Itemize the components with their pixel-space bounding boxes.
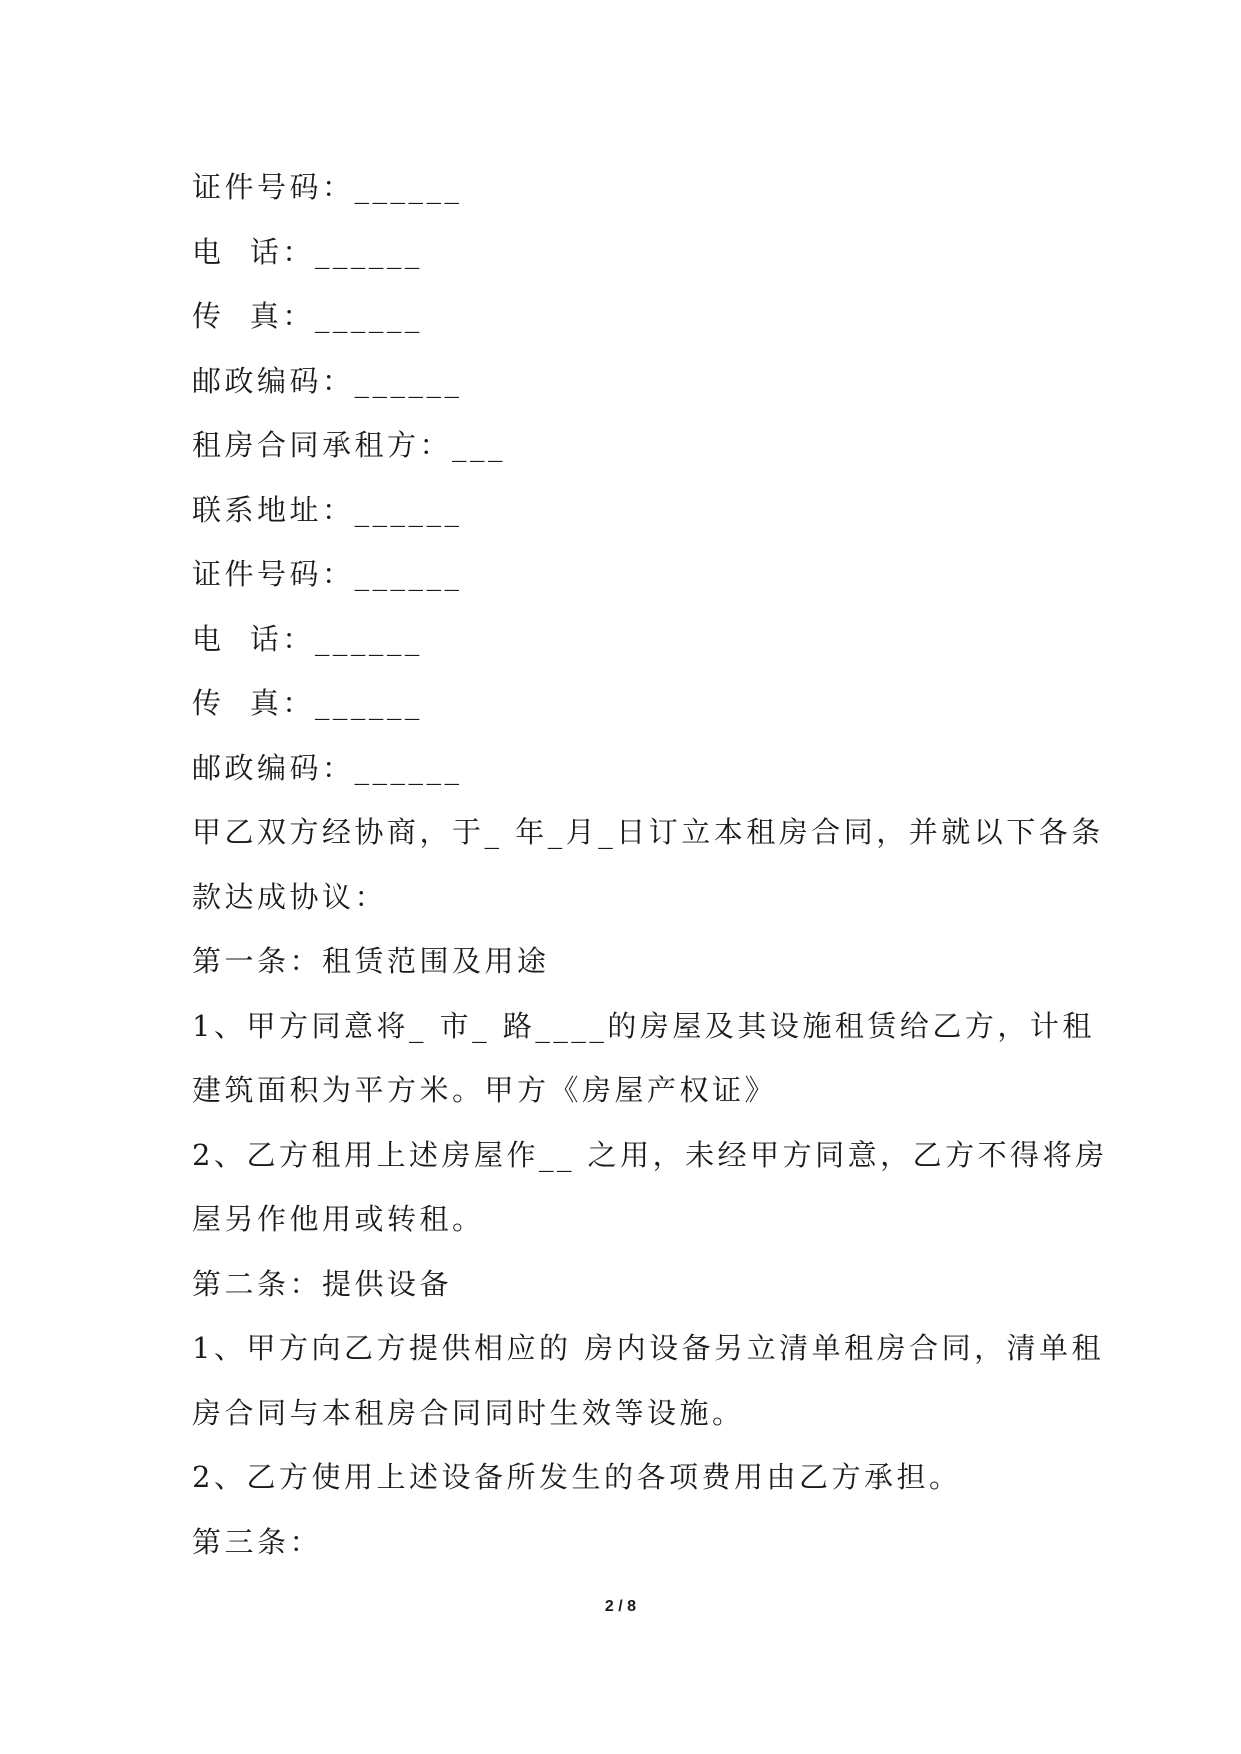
text-line: 邮政编码：______ <box>192 750 463 785</box>
text-line: 款达成协议： <box>192 879 388 914</box>
text-line: 2、乙方租用上述房屋作__ 之用，未经甲方同意，乙方不得将房 <box>192 1137 1108 1172</box>
text-line: 电 话：______ <box>192 234 423 269</box>
text-line: 1、甲方同意将_ 市_ 路____的房屋及其设施租赁给乙方，计租 <box>192 1008 1095 1043</box>
section-heading: 第三条： <box>192 1524 323 1559</box>
text-line: 联系地址：______ <box>192 492 463 527</box>
text-line: 甲乙双方经协商，于_ 年_月_日订立本租房合同，并就以下各条 <box>192 815 1104 849</box>
section-heading: 第二条：提供设备 <box>192 1266 453 1301</box>
text-line: 租房合同承租方：___ <box>192 428 507 462</box>
page-number: 2 / 8 <box>604 1598 637 1615</box>
text-line: 房合同与本租房合同同时生效等设施。 <box>192 1395 745 1430</box>
text-line: 邮政编码：______ <box>192 363 463 398</box>
section-heading: 第一条：租赁范围及用途 <box>192 944 550 978</box>
text-line: 建筑面积为平方米。甲方《房屋产权证》 <box>192 1073 778 1107</box>
text-line: 屋另作他用或转租。 <box>192 1202 485 1236</box>
text-line: 传 真：______ <box>192 299 423 333</box>
document-body <box>192 155 1108 1574</box>
text-line: 1、甲方向乙方提供相应的 房内设备另立清单租房合同，清单租 <box>192 1331 1105 1365</box>
text-line: 2、乙方使用上述设备所发生的各项费用由乙方承担。 <box>192 1460 962 1494</box>
text-line: 传 真：______ <box>192 686 423 720</box>
text-line: 证件号码：______ <box>192 557 463 591</box>
text-line: 电 话：______ <box>192 621 423 656</box>
text-line: 证件号码：______ <box>192 170 463 204</box>
